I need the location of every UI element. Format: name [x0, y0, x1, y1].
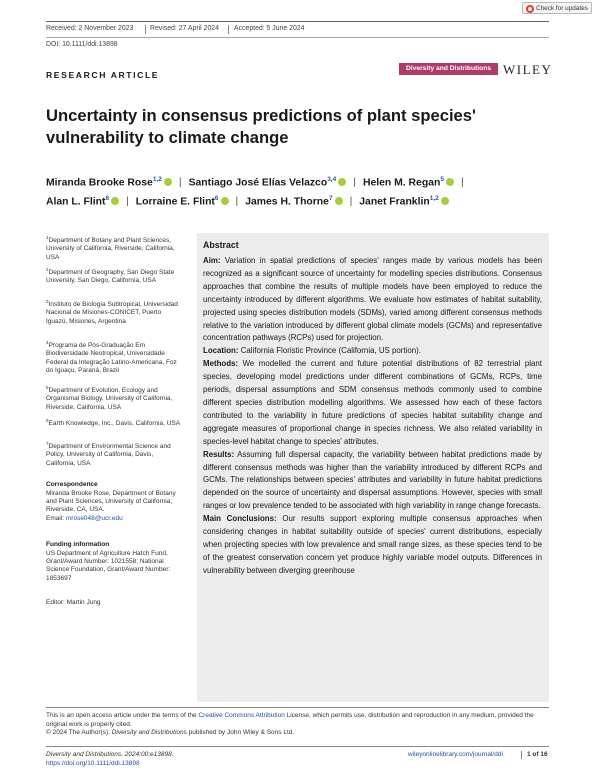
header-rule-bottom [46, 37, 549, 38]
email-label: Email: [46, 514, 65, 522]
affiliation [46, 298, 182, 326]
orcid-icon[interactable] [338, 178, 346, 186]
affiliation-number: 5 [46, 385, 49, 390]
publisher-logo: WILEY [503, 62, 553, 77]
author-name[interactable]: Janet Franklin [359, 196, 430, 208]
results-label: Results: [203, 449, 235, 459]
check-for-updates-button[interactable] [522, 2, 592, 14]
author-name[interactable]: Miranda Brooke Rose [46, 177, 153, 189]
footer-separator [521, 751, 522, 759]
abstract-location [203, 345, 542, 358]
aim-label: Aim: [203, 256, 221, 265]
orcid-icon[interactable] [441, 197, 449, 205]
page-number: 1 of 16 [527, 751, 548, 758]
correspondence-text [46, 490, 182, 523]
funding-heading: Funding information [46, 541, 110, 548]
conclusions-text: Our results support exploring multiple consensus approaches when considering changes in habitat suitability outside of species' current distributions, especially when projecting species with low prevalence and small range sizes, as these species tend to be of the greatest conservation concern yet produce highly variable model outputs. Differences in vulnerability between diverging greenhouse [203, 514, 542, 575]
license-rule [46, 707, 549, 708]
crossmark-icon [526, 5, 534, 13]
article-type: RESEARCH ARTICLE [46, 70, 160, 80]
correspondence-address: Miranda Brooke Rose, Department of Botany and Plant Sciences, University of California, Riverside, CA, USA. [46, 490, 176, 514]
author-affiliation-ref: 3,4 [327, 176, 337, 183]
affiliation [46, 440, 182, 468]
orcid-icon[interactable] [164, 178, 172, 186]
doi-link[interactable]: https://doi.org/10.1111/ddi.13898 [46, 759, 140, 767]
orcid-icon[interactable] [221, 197, 229, 205]
author-name[interactable]: Helen M. Regan [362, 177, 441, 189]
results-text: Assuming full dispersal capacity, the variability between habitat predictions made by different consensus methods was higher than the variability introduced by different RCPs and GCMs. The relationships between species' attributes and variability in future habitat predictions depended on the source of uncertainty and dispersal assumptions. However, species with small ranges or low prevalence tended to be associated with high variability in range change forecasts. [203, 449, 542, 511]
revised-date: Revised: 27 April 2024 [150, 25, 219, 32]
author-affiliation-ref: 5 [440, 176, 444, 183]
methods-text: We modelled the current and future potential distributions of 82 terrestrial plant species, developing model predictions under different combinations of GCMs, RCPs, time periods, dispersal assumptions and SDM consensus methods commonly used to combine different species distribution modelling algorithms. We assessed how each of these factors contributed to the variability in future predictions of species habitat suitability change and aggregate measures of proportional change in species richness. We also related variability in species-level habitat change to species' attributes. [203, 359, 542, 446]
author-affiliation-ref: 1,2 [152, 176, 162, 183]
abstract-aim [203, 255, 542, 345]
author-line-2: Alan L. Flint$^6$ | Lorraine E. Flint$^6$ | James H. Thorne$^7$ | Janet Franklin$^{1,2}$ [46, 195, 566, 207]
author-affiliation-ref: 1,2 [429, 195, 439, 202]
author-affiliation-ref: 6 [105, 195, 110, 202]
affiliation [46, 266, 182, 286]
copyright-journal: Diversity and Distributions [111, 729, 187, 737]
affiliation-text: Department of Environmental Science and Policy, University of California, Davis, California, USA [46, 443, 171, 467]
accepted-date: Accepted: 5 June 2024 [234, 25, 305, 32]
affiliation-number: 7 [46, 441, 49, 446]
article-title: Uncertainty in consensus predictions of plant species' vulnerability to climate change [46, 106, 476, 147]
author-name[interactable]: James H. Thorne [245, 196, 329, 208]
affiliation-number: 2 [46, 267, 49, 272]
license-text-2: License, which permits use, distribution and reproduction in any medium, provided the original work is properly cited. [46, 712, 534, 728]
affiliation-text: Programa de Pós-Graduação Em Biodiversidade Neotropical, Universidade Federal da Integração Latino-Americana, Foz do Iguaçu, Paraná, Brazil [46, 342, 177, 374]
article-doi: DOI: 10.1111/ddi.13898 [46, 41, 118, 48]
author-affiliation-ref: 7 [328, 195, 333, 202]
journal-site-link-text[interactable]: wileyonlinelibrary.com/journal/ddi [408, 751, 503, 758]
affiliation [46, 234, 182, 262]
author-affiliation-ref: 6 [214, 195, 219, 202]
author-name[interactable]: Lorraine E. Flint [135, 196, 215, 208]
author-name[interactable]: Alan L. Flint [46, 196, 106, 208]
affiliation-text: Department of Botany and Plant Sciences, University of California, Riverside, California, USA [46, 237, 175, 261]
author-line-1: Miranda Brooke Rose$^{1,2}$ | Santiago José Elías Velazco$^{3,4}$ | Helen M. Regan$^5$ | [46, 176, 464, 189]
affiliation-number: 3 [46, 299, 49, 304]
received-date: Received: 2 November 2023 [46, 25, 134, 32]
header-rule-top [46, 21, 549, 22]
affiliation-text: Department of Evolution, Ecology and Organismal Biology, University of California, Riverside, California, USA [46, 387, 173, 411]
affiliation-number: 1 [46, 235, 49, 240]
location-text: California Floristic Province (California, US portion). [240, 346, 421, 356]
author-name[interactable]: Santiago José Elías Velazco [188, 177, 328, 189]
orcid-icon[interactable] [335, 197, 343, 205]
abstract-methods [203, 358, 542, 448]
abstract-results [203, 449, 542, 514]
aim-text: Variation in spatial predictions of species' ranges made by various models has been recognized as a significant source of uncertainty for modelling species distributions. Consensus approaches that combine the results of multiple models have been employed to reduce the uncertainty introduced by different algorithms. We evaluate how estimates of habitat suitability, projected using species distribution models (SDMs), varied among different consensus methods relative to the variation introduced by different global climate models (GCMs) and representative concentration pathways (RCPs) used for projection. [203, 256, 542, 343]
abstract-conclusions [203, 513, 542, 578]
correspondence-email-link[interactable]: mrose048@ucr.edu [65, 514, 123, 522]
orcid-icon[interactable] [111, 197, 119, 205]
affiliation-text: Department of Geography, San Diego State University, San Diego, California, USA [46, 269, 175, 285]
conclusions-label: Main Conclusions: [203, 514, 277, 524]
location-label: Location: [203, 346, 239, 356]
license-notice [46, 712, 549, 738]
orcid-icon[interactable] [446, 178, 454, 186]
journal-badge[interactable]: Diversity and Distributions [399, 63, 498, 75]
footer-citation [46, 751, 174, 769]
correspondence-heading: Correspondence [46, 481, 98, 488]
editor-credit: Editor: Martin Jung [46, 599, 101, 606]
abstract-body [203, 255, 542, 578]
affiliation-number: 6 [46, 418, 49, 423]
check-for-updates-label: Check for updates [536, 5, 588, 12]
history-separator [228, 25, 229, 34]
affiliation-text: Earth Knowledge, Inc., Davis, California, USA [48, 420, 181, 428]
journal-site-link[interactable] [408, 751, 503, 758]
abstract-heading: Abstract [203, 240, 239, 250]
creative-commons-link[interactable]: Creative Commons Attribution [198, 712, 285, 719]
affiliation [46, 384, 182, 412]
history-separator [145, 25, 146, 34]
citation-text: Diversity and Distributions. 2024;00:e13898. [46, 751, 174, 758]
methods-label: Methods: [203, 359, 239, 369]
affiliation-number: 4 [46, 340, 49, 345]
affiliation-text: Instituto de Biología Subtropical, Universidad Nacional de Misiones-CONICET, Puerto Iguazú, Misiones, Argentina [46, 301, 178, 325]
funding-text: US Department of Agriculture Hatch Fund, Grant/Award Number: 1021558; National Science Foundation, Grant/Award Number: 1853697 [46, 550, 171, 582]
copyright-publisher: published by John Wiley & Sons Ltd. [186, 729, 295, 737]
license-text-1: This is an open access article under the terms of the [46, 712, 199, 719]
footer-rule [46, 746, 549, 747]
copyright-text: © 2024 The Author(s). [46, 729, 112, 737]
affiliation [46, 339, 182, 375]
affiliation [46, 417, 182, 428]
